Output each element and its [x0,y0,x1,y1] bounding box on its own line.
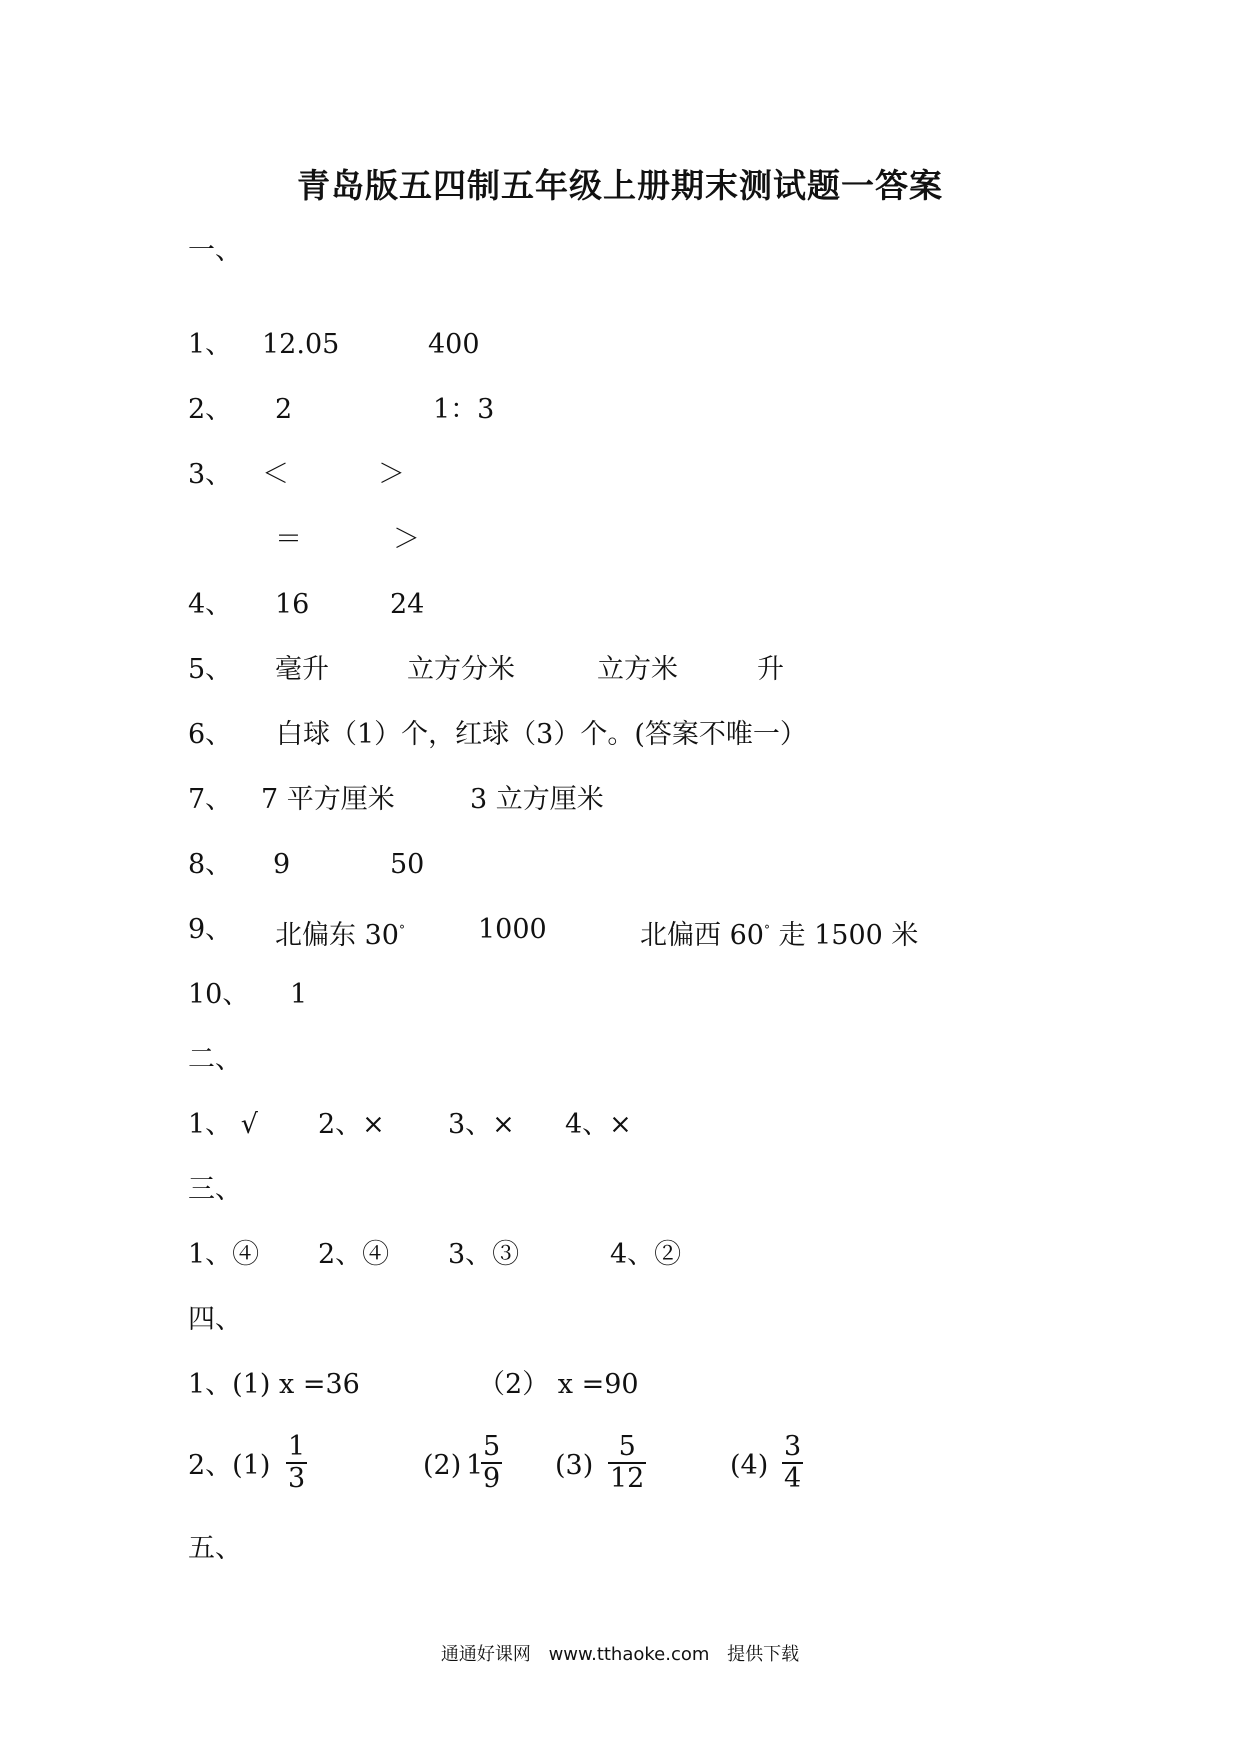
answer-row-6: 6、 白球（1）个，红球（3）个。(答案不唯一） [188,719,807,750]
answer-row-9: 9、 北偏东 30° 1000 北偏西 60° 走 1500 米 [188,914,919,951]
fraction: $\frac{5}{9}$ [483,1431,501,1494]
fraction: $\frac{5}{12}$ [610,1431,645,1494]
answer-row-4: 4、 16 24 [188,589,425,620]
answer-row-choice: 1、④ 2、④ 3、③ 4、② [188,1239,682,1270]
section-heading: 五、 [188,1533,242,1564]
answer-row-judgement: 1、 √ 2、× 3、× 4、× [188,1109,632,1140]
answer-row-10: 10、 1 [188,979,308,1010]
page-title: 青岛版五四制五年级上册期末测试题一答案 [297,166,943,205]
section-heading: 一、 [188,235,242,266]
footer-url[interactable]: www.tthaoke.com [548,1644,710,1665]
answer-row-3b: ＝ ＞ [275,524,420,555]
answer-row-8: 8、 9 50 [188,849,425,880]
fraction: $\frac{1}{3}$ [288,1431,306,1494]
answer-row-1: 1、 12.05 400 [188,329,480,360]
answer-row-3: 3、 ＜ ＞ [188,459,405,490]
answer-row-7: 7、 7 平方厘米 3 立方厘米 [188,784,604,815]
section-heading: 四、 [188,1304,242,1335]
answer-row-2: 2、 2 1：3 [188,394,495,425]
fraction: $\frac{3}{4}$ [784,1431,802,1494]
answer-row-equations: 1、(1) x =36 （2） x =90 [188,1369,639,1400]
section-heading: 三、 [188,1174,242,1205]
answer-row-fractions: 2、(1) $\frac{1}{3}$ (2) 1 $\frac{5}{9}$ (3) $\frac{5}{12}$ (4) $\frac{3}{4}$ [188,1431,802,1494]
answer-row-5: 5、 毫升 立方分米 立方米 升 [188,654,784,685]
footer: 通通好课网 www.tthaoke.com 提供下载 [440,1644,800,1665]
section-heading: 二、 [188,1044,242,1075]
